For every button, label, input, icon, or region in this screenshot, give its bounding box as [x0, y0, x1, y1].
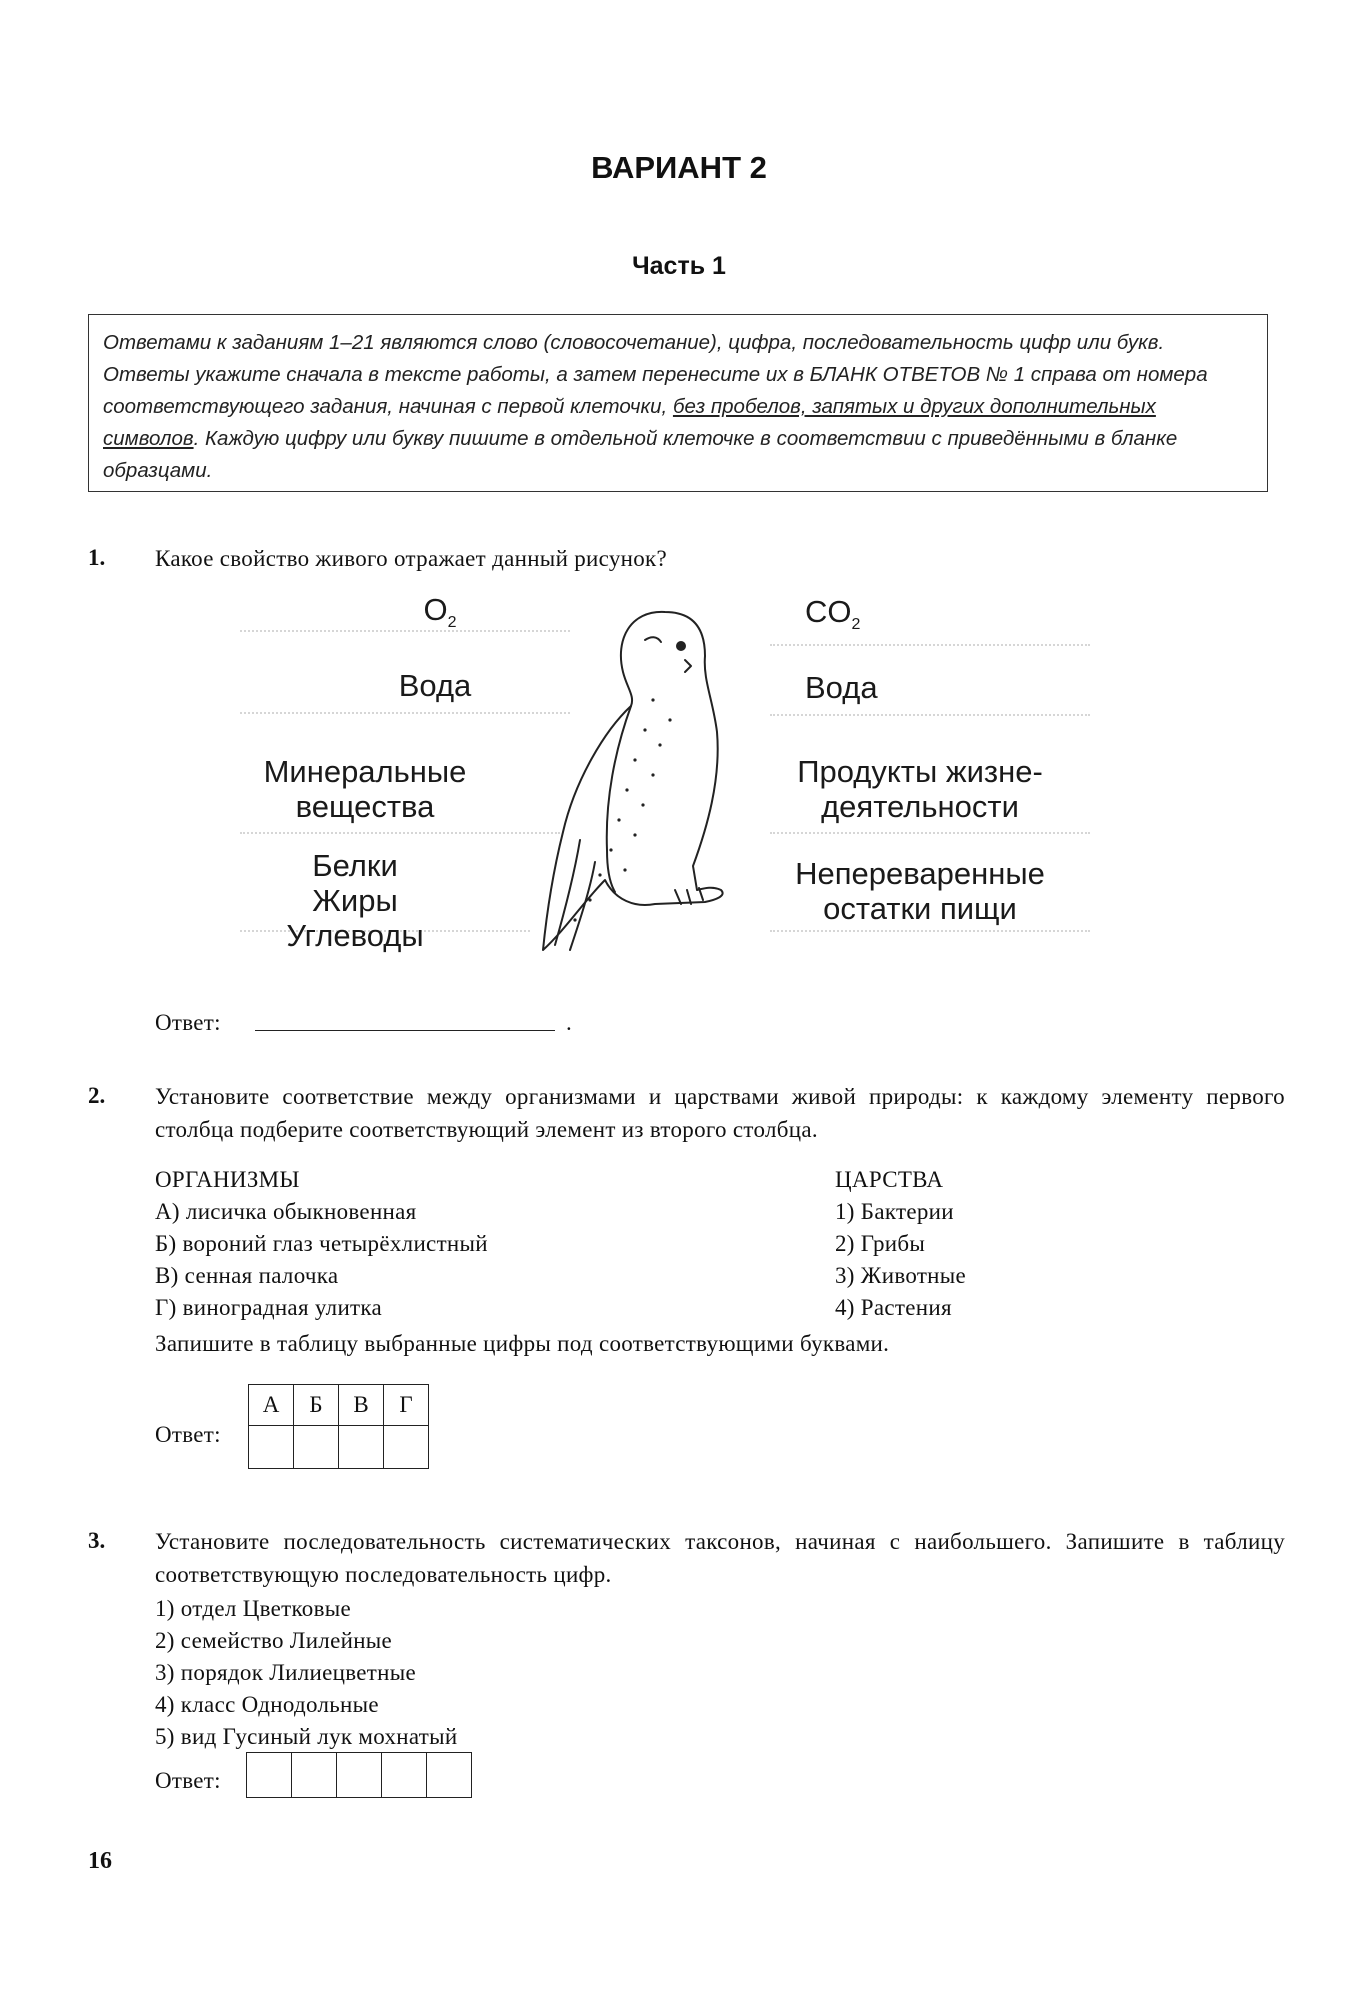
- list-item: 4) класс Однодольные: [155, 1692, 379, 1717]
- q1-number: 1.: [88, 545, 106, 570]
- list-item: А) лисичка обыкновенная: [155, 1199, 417, 1224]
- q1-text: Какое свойство живого отражает данный рисунок?: [155, 546, 668, 571]
- list-item: 2) Грибы: [835, 1231, 926, 1256]
- part-title: Часть 1: [632, 252, 726, 280]
- list-item: Б) вороний глаз четырёхлистный: [155, 1231, 488, 1256]
- input-oxygen: $O_2$: [423, 592, 457, 632]
- answer-cell[interactable]: [294, 1426, 339, 1469]
- list-item: В) сенная палочка: [155, 1263, 339, 1288]
- answer-cell[interactable]: [292, 1753, 337, 1798]
- output-co2: $CO_2$: [805, 594, 861, 634]
- answer-cell[interactable]: [247, 1753, 292, 1798]
- arrow-line: [770, 714, 1090, 716]
- q2-organisms-list: [155, 1195, 488, 1323]
- table-header-cell: Г: [384, 1385, 429, 1426]
- output-waste: Продукты жизне- деятельности: [797, 754, 1043, 824]
- output-water: Вода: [805, 670, 878, 705]
- q1-answer-end: .: [566, 1010, 573, 1035]
- table-header-cell: В: [339, 1385, 384, 1426]
- list-item: 3) Животные: [835, 1263, 967, 1288]
- q2-organisms-header: ОРГАНИЗМЫ: [155, 1167, 300, 1192]
- answer-cell[interactable]: [249, 1426, 294, 1469]
- q3-answer-table: [246, 1752, 472, 1798]
- q2-kingdoms-header: ЦАРСТВА: [835, 1167, 944, 1192]
- answer-cell[interactable]: [339, 1426, 384, 1469]
- input-nutrients: Белки Жиры Углеводы: [286, 848, 424, 953]
- input-water: Вода: [398, 668, 472, 703]
- list-item: 1) Бактерии: [835, 1199, 954, 1224]
- variant-title: ВАРИАНТ 2: [591, 150, 767, 185]
- table-header-cell: Б: [294, 1385, 339, 1426]
- answer-cell[interactable]: [337, 1753, 382, 1798]
- owl-illustration: [535, 600, 765, 970]
- list-item: 3) порядок Лилиецветные: [155, 1660, 416, 1685]
- q3-text: Установите последовательность систематических таксонов, начиная с наибольшего. Запишите в таблицу соответствующую последовательность цифр.: [155, 1529, 1285, 1587]
- page-number: 16: [88, 1848, 112, 1874]
- metabolism-diagram: [230, 592, 1100, 970]
- arrow-line: [240, 832, 560, 834]
- table-header-cell: А: [249, 1385, 294, 1426]
- list-item: 5) вид Гусиный лук мохнатый: [155, 1724, 458, 1749]
- q2-answer-table: [248, 1384, 429, 1469]
- answer-cell[interactable]: [384, 1426, 429, 1469]
- list-item: Г) виноградная улитка: [155, 1295, 383, 1320]
- answer-cell[interactable]: [382, 1753, 427, 1798]
- q2-answer-label: Ответ:: [155, 1422, 221, 1447]
- q2-text: Установите соответствие между организмами и царствами живой природы: к каждому элементу первого столбца подберите соответствующий элемент из второго столбца.: [155, 1084, 1285, 1142]
- q3-number: 3.: [88, 1528, 106, 1553]
- instructions-underlined: без пробелов, запятых и других дополнительных символов: [103, 395, 1156, 450]
- arrow-line: [770, 930, 1090, 932]
- list-item: 2) семейство Лилейные: [155, 1628, 393, 1653]
- arrow-line: [770, 832, 1090, 834]
- q3-answer-label: Ответ:: [155, 1768, 221, 1793]
- answer-cell[interactable]: [427, 1753, 472, 1798]
- q1-answer-line[interactable]: [255, 1030, 555, 1031]
- instructions-text-b: . Каждую цифру или букву пишите в отдельной клеточке в соответствии с приведёнными в бланке образцами.: [103, 427, 1178, 482]
- arrow-line: [240, 712, 570, 714]
- q2-kingdoms-list: [835, 1195, 966, 1323]
- q3-taxa-list: [155, 1592, 458, 1752]
- q2-number: 2.: [88, 1083, 106, 1108]
- instructions-box: [88, 314, 1268, 492]
- instructions-text-a: Ответами к заданиям 1–21 являются слово (словосочетание), цифра, последовательность цифр или букв. Ответы укажите сначала в тексте работы, а затем перенесите их в БЛАНК ОТВЕТОВ № 1 справа от номера соответствующего задания, начиная с первой клеточки,: [103, 331, 1208, 418]
- q1-answer-label: Ответ:: [155, 1010, 221, 1035]
- q2-table-instruction: Запишите в таблицу выбранные цифры под соответствующими буквами.: [155, 1331, 890, 1356]
- output-undigested: Непереваренные остатки пищи: [795, 856, 1045, 926]
- arrow-line: [770, 644, 1090, 646]
- list-item: 4) Растения: [835, 1295, 952, 1320]
- input-minerals: Минеральные вещества: [263, 754, 467, 824]
- list-item: 1) отдел Цветковые: [155, 1596, 352, 1621]
